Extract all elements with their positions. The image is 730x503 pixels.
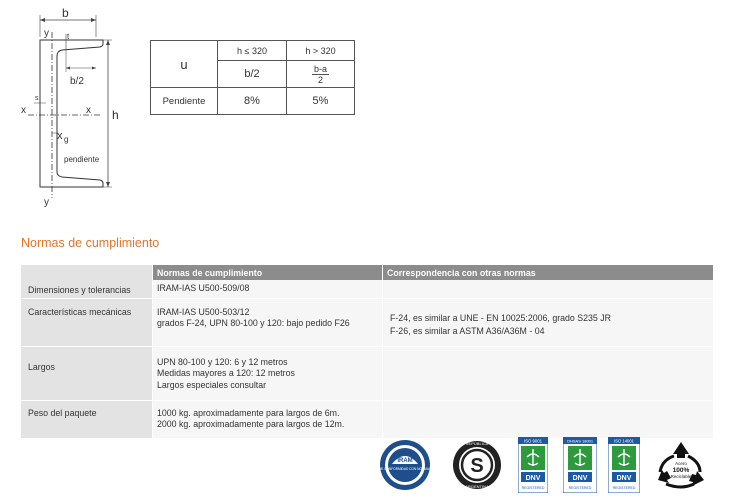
- norm-line: 2000 kg. aproximadamente para largos de 12m.: [157, 419, 345, 429]
- pendiente-label: Pendiente: [151, 88, 218, 115]
- norm-line: UPN 80-100 y 120: 6 y 12 metros: [157, 356, 288, 367]
- iso14001-text: ISO 14001: [613, 438, 635, 444]
- slope-8pct: 8%: [218, 88, 287, 115]
- acero-bottom-text: Reciclable: [670, 474, 692, 479]
- slope-5pct: 5%: [287, 88, 355, 115]
- label-b: b: [62, 6, 69, 20]
- norm-line: grados F-24, UPN 80-100 y 120: bajo pedido F26: [157, 318, 350, 328]
- label-s: s: [35, 95, 39, 102]
- table-row: [21, 280, 713, 298]
- slope-table: [150, 40, 355, 115]
- fraction-numerator: b-a: [313, 63, 327, 74]
- acero-top-text: Acero: [675, 461, 687, 466]
- acero-pct-text: 100%: [672, 467, 690, 474]
- value-b2: b/2: [218, 61, 287, 88]
- header-correspondencia: Correspondencia con otras normas: [383, 265, 714, 280]
- row-label: Peso del paquete: [21, 400, 153, 438]
- dnv-ohsas-logo: [563, 437, 597, 493]
- conformidad-text: DE CONFORMIDAD CON NORMAS: [378, 467, 432, 471]
- label-xg: x: [57, 130, 63, 142]
- recyclable-steel-logo: [652, 438, 710, 492]
- ohsas-text: OHSAS 18001: [566, 438, 594, 444]
- dnv-iso9001-logo: [518, 437, 548, 493]
- dnv-text: DNV: [525, 475, 541, 482]
- label-y-top: y: [44, 28, 49, 39]
- corr-line: F-24, es similar a UNE - EN 10025:2006, grado S235 JR: [390, 312, 612, 323]
- channel-outline: [40, 40, 103, 187]
- corr-line: F-26, es similar a ASTM A36/A36M - 04: [390, 325, 545, 336]
- label-x-right: x: [86, 105, 91, 116]
- iso9001-text: ISO 9001: [523, 438, 543, 444]
- header-empty: [21, 265, 153, 280]
- registered-text: REGISTERED: [612, 486, 636, 490]
- recycle-arrow-icon: [673, 442, 689, 458]
- row-label: Largos: [21, 346, 153, 400]
- row-label: Dimensiones y tolerancias: [21, 280, 153, 298]
- registered-text: REGISTERED: [568, 486, 592, 490]
- value-fraction: [287, 61, 355, 88]
- label-y-bottom: y: [44, 197, 49, 208]
- dnv-text: DNV: [616, 475, 632, 482]
- fraction-denominator: 2: [317, 74, 323, 85]
- norms-table: [21, 265, 713, 439]
- section-title: Normas de cumplimiento: [21, 236, 160, 250]
- argentina-text: ARGENTINA: [465, 484, 489, 489]
- header-h-le-320: h ≤ 320: [218, 41, 287, 61]
- table-row: [21, 400, 713, 438]
- registered-text: REGISTERED: [521, 486, 545, 490]
- norm-line: IRAM-IAS U500-503/12: [157, 306, 250, 317]
- header-h-gt-320: h > 320: [287, 41, 355, 61]
- table-row: [21, 346, 713, 400]
- header-normas: Normas de cumplimiento: [153, 265, 383, 280]
- label-h: h: [112, 108, 119, 122]
- s-letter-icon: S: [470, 455, 484, 477]
- label-xg-sub: g: [64, 135, 69, 144]
- norm-line: Largos especiales consultar: [157, 379, 267, 390]
- argentina-s-seal-logo: [452, 437, 502, 493]
- norm-line: 1000 kg. aproximadamente para largos de 6m.: [157, 407, 340, 418]
- republica-text: REPÚBLICA: [465, 441, 489, 446]
- row-label: Características mecánicas: [21, 298, 153, 346]
- table-row: [21, 298, 713, 346]
- u-label: u: [151, 41, 218, 88]
- iram-text: IRAM: [397, 458, 413, 464]
- dnv-iso14001-logo: [608, 437, 640, 493]
- channel-section-diagram: [0, 0, 140, 210]
- label-x-left: x: [21, 105, 26, 116]
- norm-line: IRAM-IAS U500-509/08: [157, 283, 250, 293]
- label-b2: b/2: [70, 76, 84, 87]
- dnv-text: DNV: [572, 475, 588, 482]
- label-t: t: [67, 32, 70, 41]
- iram-conformity-logo: [378, 438, 432, 492]
- norm-line: Medidas mayores a 120: 12 metros: [157, 368, 295, 378]
- label-pendiente: pendiente: [64, 155, 100, 164]
